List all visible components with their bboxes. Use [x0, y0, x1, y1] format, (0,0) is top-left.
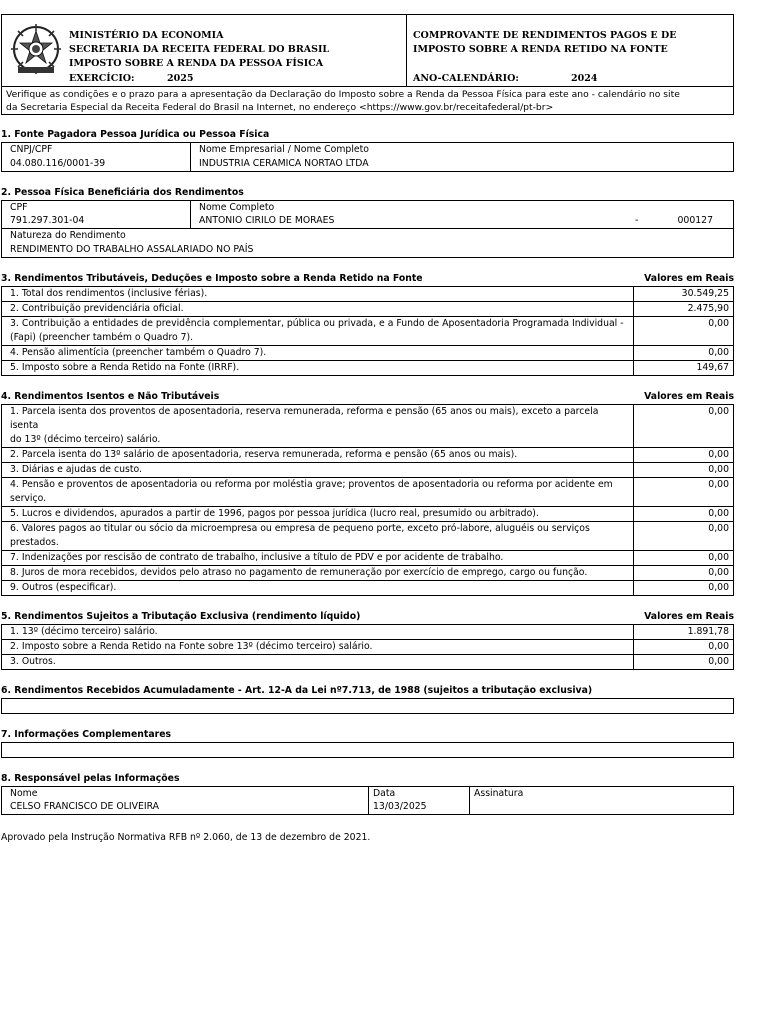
beneficiary-name-value: ANTONIO CIRILO DE MORAES — [199, 215, 335, 226]
section-7-title-text: 7. Informações Complementares — [1, 728, 172, 740]
table-row — [1, 522, 734, 551]
section-5-title — [1, 610, 734, 624]
section-5-title-text: 5. Rendimentos Sujeitos a Tributação Exclusiva (rendimento líquido) — [1, 610, 361, 622]
exercise-value: 2025 — [167, 72, 194, 84]
row-description — [2, 655, 634, 669]
section-7-title — [1, 728, 734, 742]
section-3-values-label: Valores em Reais — [644, 272, 734, 284]
row-description-line: 8. Juros de mora recebidos, devidos pelo atraso no pagamento de remuneração por exercício de emprego, cargo ou função. — [10, 566, 588, 578]
exercise-line — [69, 72, 329, 86]
beneficiary-cpf-value: 791.297.301-04 — [10, 215, 85, 226]
payer-name-cell — [191, 142, 734, 172]
header-right-text — [413, 29, 676, 86]
section-7-box — [1, 742, 734, 758]
row-value: 0,00 — [708, 507, 729, 519]
exercise-label: EXERCÍCIO: — [69, 72, 135, 84]
row-description — [2, 478, 634, 506]
row-value: 0,00 — [708, 522, 729, 534]
section-3-title — [1, 272, 734, 286]
responsible-date-cell — [369, 786, 470, 816]
row-description-line: 2. Imposto sobre a Renda Retido na Fonte sobre 13º (décimo terceiro) salário. — [10, 640, 373, 652]
row-value: 149,67 — [696, 361, 729, 373]
row-description-line: 5. Imposto sobre a Renda Retido na Fonte (IRRF). — [10, 361, 240, 373]
row-description — [2, 551, 634, 565]
row-value: 30.549,25 — [681, 287, 729, 299]
payer-name-label: Nome Empresarial / Nome Completo — [199, 144, 369, 155]
section-4-title — [1, 390, 734, 404]
row-value: 0,00 — [708, 405, 729, 417]
row-description-line: 2. Parcela isenta do 13º salário de aposentadoria, reserva remunerada, reforma e pensão (65 anos ou mais). — [10, 448, 518, 460]
document-header — [1, 14, 734, 87]
row-description — [2, 287, 634, 301]
header-left-text — [69, 29, 329, 86]
section-5-values-label: Valores em Reais — [644, 610, 734, 622]
row-value: 0,00 — [708, 655, 729, 667]
row-description — [2, 507, 634, 521]
row-description-line: 1. Total dos rendimentos (inclusive férias). — [10, 287, 208, 299]
row-value: 1.891,78 — [687, 625, 729, 637]
row-value: 0,00 — [708, 448, 729, 460]
responsible-date-value: 13/03/2025 — [373, 801, 427, 812]
table-row — [1, 286, 734, 302]
responsible-name-value: CELSO FRANCISCO DE OLIVEIRA — [10, 801, 160, 812]
table-row — [1, 302, 734, 317]
table-row — [1, 581, 734, 596]
section-3-title-text: 3. Rendimentos Tributáveis, Deduções e Imposto sobre a Renda Retido na Fonte — [1, 272, 423, 284]
responsible-name-cell — [1, 786, 369, 816]
row-description — [2, 640, 634, 654]
ministry-name: MINISTÉRIO DA ECONOMIA — [69, 30, 224, 41]
table-row — [1, 478, 734, 507]
table-row — [1, 448, 734, 463]
row-description-line: 5. Lucros e dividendos, apurados a partir de 1996, pagos por pessoa jurídica (lucro real, presumido ou arbitrado). — [10, 507, 539, 519]
beneficiary-code: 000127 — [677, 215, 713, 226]
calendar-year-value: 2024 — [571, 72, 598, 84]
beneficiary-cpf-cell — [1, 200, 191, 230]
document-title-line-2: IMPOSTO SOBRE A RENDA RETIDO NA FONTE — [413, 44, 668, 56]
table-row — [1, 317, 734, 346]
row-description — [2, 405, 634, 447]
row-description — [2, 317, 634, 345]
row-description-line: 7. Indenizações por rescisão de contrato de trabalho, inclusive a título de PDV e por acidente de trabalho. — [10, 551, 504, 563]
row-description — [2, 566, 634, 580]
section-8-title-text: 8. Responsável pelas Informações — [1, 772, 180, 784]
responsible-signature-label: Assinatura — [474, 787, 524, 799]
section-4-values-label: Valores em Reais — [644, 390, 734, 402]
row-description-line: 9. Outros (especificar). — [10, 581, 117, 593]
beneficiary-dash: - — [635, 215, 639, 226]
row-description-line: 3. Outros. — [10, 655, 56, 667]
row-value: 0,00 — [708, 640, 729, 652]
row-value: 0,00 — [708, 346, 729, 358]
tax-name: IMPOSTO SOBRE A RENDA DA PESSOA FÍSICA — [69, 58, 324, 70]
section-2-title-text: 2. Pessoa Física Beneficiária dos Rendimentos — [1, 186, 244, 198]
row-value: 0,00 — [708, 566, 729, 578]
row-value: 0,00 — [708, 478, 729, 490]
calendar-year-label: ANO-CALENDÁRIO: — [413, 72, 519, 84]
row-description — [2, 302, 634, 316]
row-description — [2, 361, 634, 375]
row-description-line: 2. Contribuição previdenciária oficial. — [10, 302, 184, 314]
responsible-signature-cell — [470, 786, 734, 816]
footer-note: Aprovado pela Instrução Normativa RFB nº 2.060, de 13 de dezembro de 2021. — [1, 832, 371, 843]
section-4-table — [1, 404, 734, 596]
row-description-line: (Fapi) (preencher também o Quadro 7). — [10, 331, 194, 343]
document-title-line-1: COMPROVANTE DE RENDIMENTOS PAGOS E DE — [413, 30, 677, 41]
row-description-line: 3. Diárias e ajudas de custo. — [10, 463, 142, 475]
row-description — [2, 581, 634, 595]
beneficiary-cpf-label: CPF — [10, 201, 28, 213]
row-value: 2.475,90 — [687, 302, 729, 314]
header-right — [407, 15, 733, 86]
table-row — [1, 655, 734, 670]
section-6-title — [1, 684, 734, 698]
row-description — [2, 463, 634, 477]
table-row — [1, 404, 734, 448]
row-description-line: 3. Contribuição a entidades de previdência complementar, pública ou privada, e a Fundo de Aposentadoria Programada Individual - — [10, 317, 624, 329]
table-row — [1, 640, 734, 655]
table-row — [1, 463, 734, 478]
calendar-year-line — [413, 72, 676, 86]
table-row — [1, 507, 734, 522]
table-row — [1, 346, 734, 361]
secretariat-name: SECRETARIA DA RECEITA FEDERAL DO BRASIL — [69, 44, 330, 56]
table-row — [1, 624, 734, 640]
section-6-box — [1, 698, 734, 714]
document-page — [1, 14, 734, 845]
payer-cnpj-cell — [1, 142, 191, 172]
notice-line-1: Verifique as condições e o prazo para a apresentação da Declaração do Imposto sobre a Renda da Pessoa Física para este ano - calendário no site — [6, 89, 680, 100]
section-3-table — [1, 286, 734, 376]
row-description — [2, 522, 634, 550]
row-description-line: 6. Valores pagos ao titular ou sócio da microempresa ou empresa de pequeno porte, exceto pró-labore, aluguéis ou serviços prestados. — [10, 522, 590, 548]
row-description — [2, 625, 634, 639]
table-row — [1, 566, 734, 581]
row-value: 0,00 — [708, 551, 729, 563]
row-description-line: 1. Parcela isenta dos proventos de aposentadoria, reserva remunerada, reforma e pensão (65 anos ou mais), exceto a parcela isenta — [10, 405, 599, 431]
payer-cnpj-value: 04.080.116/0001-39 — [10, 157, 106, 169]
row-description-line: 1. 13º (décimo terceiro) salário. — [10, 625, 158, 637]
row-description-line: serviço. — [10, 492, 47, 504]
section-8-table — [1, 786, 734, 816]
section-1-title — [1, 128, 734, 142]
header-left — [2, 15, 407, 86]
section-1-title-text: 1. Fonte Pagadora Pessoa Jurídica ou Pessoa Física — [1, 129, 270, 140]
section-4-title-text: 4. Rendimentos Isentos e Não Tributáveis — [1, 390, 220, 402]
beneficiary-name-label: Nome Completo — [199, 201, 275, 213]
income-nature-label: Natureza do Rendimento — [10, 230, 126, 241]
row-description-line: 4. Pensão alimentícia (preencher também o Quadro 7). — [10, 346, 267, 358]
responsible-date-label: Data — [373, 787, 396, 799]
section-8-title — [1, 772, 734, 786]
notice-line-2: da Secretaria Especial da Receita Federal do Brasil na Internet, no endereço <https://www.gov.br/receitafederal/pt-br> — [6, 102, 554, 113]
row-description-line: 4. Pensão e proventos de aposentadoria ou reforma por moléstia grave; proventos de aposentadoria ou reforma por acidente em — [10, 478, 613, 490]
row-value: 0,00 — [708, 581, 729, 593]
section-5-table — [1, 624, 734, 670]
section-1-table — [1, 142, 734, 172]
coat-of-arms-icon — [10, 23, 62, 77]
section-2-title — [1, 186, 734, 200]
table-row — [1, 361, 734, 376]
row-value: 0,00 — [708, 317, 729, 329]
row-description-line: do 13º (décimo terceiro) salário. — [10, 433, 161, 445]
payer-name-value: INDUSTRIA CERAMICA NORTAO LTDA — [199, 157, 369, 169]
table-row — [1, 551, 734, 566]
row-description — [2, 448, 634, 462]
beneficiary-name-cell — [191, 200, 734, 230]
section-2-table — [1, 200, 734, 230]
row-description — [2, 346, 634, 360]
income-nature-cell — [1, 229, 734, 258]
row-value: 0,00 — [708, 463, 729, 475]
section-6-title-text: 6. Rendimentos Recebidos Acumuladamente - Art. 12-A da Lei nº7.713, de 1988 (sujeitos a tributação exclusiva) — [1, 684, 593, 696]
responsible-name-label: Nome — [10, 787, 38, 799]
payer-cnpj-label: CNPJ/CPF — [10, 144, 53, 155]
signature-blank — [474, 800, 725, 814]
notice-box — [1, 87, 734, 115]
income-nature-value: RENDIMENTO DO TRABALHO ASSALARIADO NO PAÍS — [10, 243, 254, 255]
